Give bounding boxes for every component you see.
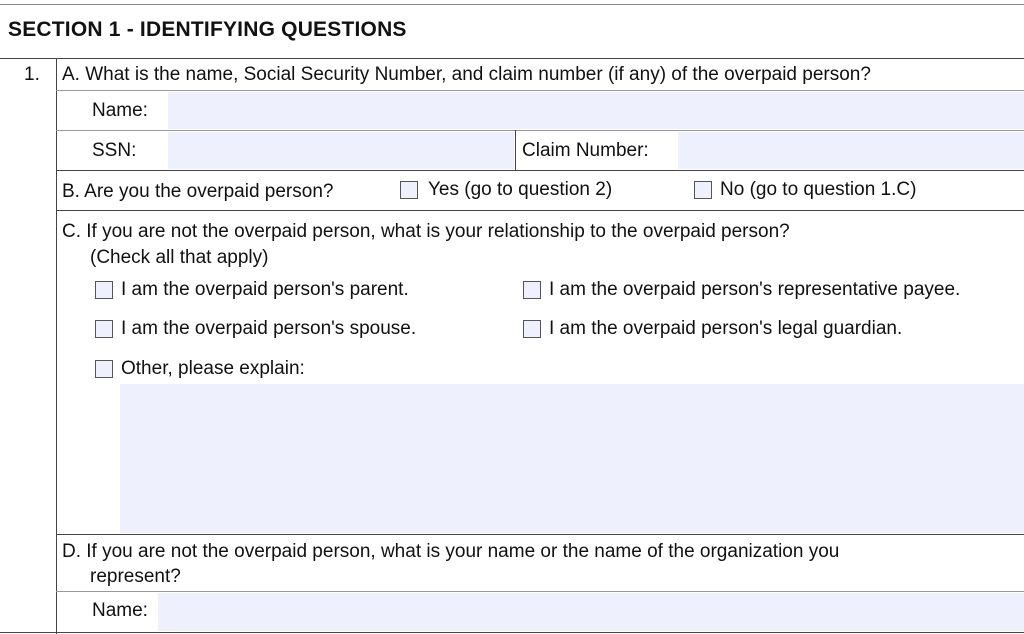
question-number: 1.: [24, 64, 40, 85]
other-checkbox[interactable]: [95, 360, 113, 378]
representative-payee-checkbox[interactable]: [523, 281, 541, 299]
yes-checkbox[interactable]: [400, 181, 418, 199]
parent-checkbox[interactable]: [95, 281, 113, 299]
ssn-field[interactable]: [168, 132, 514, 169]
rule-ssn-b: [56, 170, 1024, 171]
question-c-instruction: (Check all that apply): [90, 247, 269, 268]
spouse-label: I am the overpaid person's spouse.: [121, 318, 417, 339]
bottom-rule: [0, 632, 1024, 633]
rule-a-name: [56, 90, 1024, 91]
section-title: SECTION 1 - IDENTIFYING QUESTIONS: [8, 18, 407, 41]
parent-label: I am the overpaid person's parent.: [121, 279, 409, 300]
question-number-divider: [56, 58, 57, 634]
rule-name-ssn: [56, 130, 1024, 131]
overpaid-name-field[interactable]: [168, 92, 1024, 129]
question-d-prompt: D. If you are not the overpaid person, what is your name or the name of the organization you: [62, 541, 840, 562]
other-label: Other, please explain:: [121, 358, 305, 379]
ssn-claim-divider: [515, 130, 516, 170]
ssn-label: SSN:: [92, 140, 137, 161]
rule-d-name: [56, 591, 1024, 592]
representative-payee-label: I am the overpaid person's representative payee.: [549, 279, 961, 300]
no-checkbox[interactable]: [694, 181, 712, 199]
rule-b-c: [56, 210, 1024, 211]
spouse-checkbox[interactable]: [95, 320, 113, 338]
section-rule: [0, 58, 1024, 59]
rule-c-d: [56, 534, 1024, 535]
yes-label: Yes (go to question 2): [428, 179, 613, 200]
representative-name-field[interactable]: [158, 593, 1024, 631]
top-rule: [0, 4, 1024, 5]
other-explain-textarea[interactable]: [120, 384, 1024, 533]
representative-name-label: Name:: [92, 600, 148, 621]
legal-guardian-checkbox[interactable]: [523, 320, 541, 338]
claim-number-label: Claim Number:: [522, 140, 649, 161]
no-label: No (go to question 1.C): [720, 179, 917, 200]
question-a-prompt: A. What is the name, Social Security Number, and claim number (if any) of the overpaid person?: [62, 64, 871, 85]
question-d-prompt-continued: represent?: [90, 566, 181, 587]
question-b-prompt: B. Are you the overpaid person?: [62, 181, 334, 202]
question-c-prompt: C. If you are not the overpaid person, what is your relationship to the overpaid person?: [62, 221, 790, 242]
legal-guardian-label: I am the overpaid person's legal guardian.: [549, 318, 903, 339]
claim-number-field[interactable]: [678, 132, 1024, 169]
name-label: Name:: [92, 100, 148, 121]
